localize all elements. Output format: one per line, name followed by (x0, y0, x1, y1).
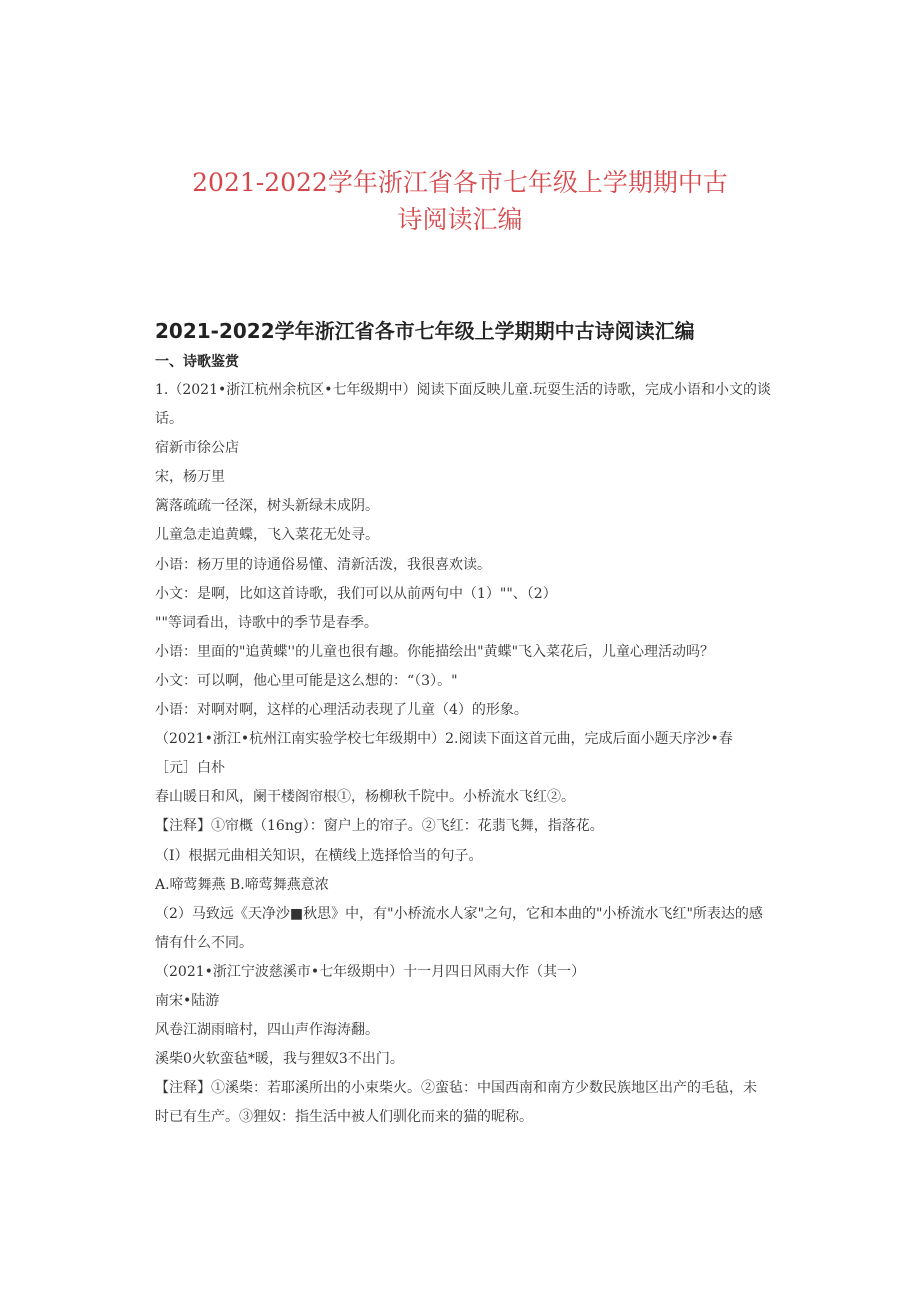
section-heading: 一、诗歌鉴赏 (155, 354, 239, 370)
text-line: 1.（2021•浙江杭州余杭区•七年级期中）阅读下面反映儿童.玩耍生活的诗歌，完成小语和小文的谈 (155, 382, 771, 398)
text-line: 话。 (155, 411, 183, 428)
poem-author: 南宋•陆游 (155, 992, 220, 1009)
title-line-2: 诗阅读汇编 (397, 205, 523, 234)
dialogue-line: 小文：是啊，比如这首诗歌，我们可以从前两句中（1）""、（2） (155, 585, 557, 602)
poem-line: 篱落疏疏一径深，树头新绿未成阴。 (155, 498, 379, 515)
poem-author: 宋，杨万里 (155, 469, 225, 486)
document-body (155, 314, 835, 1132)
poem-title: 宿新市徐公店 (155, 440, 239, 457)
document-title (0, 164, 920, 238)
dialogue-line: 小语：里面的"追黄蝶''的儿童也很有趣。你能描绘出"黄蝶"飞入菜花后，儿童心理活动吗？ (155, 643, 715, 660)
poem-line: 风卷江湖雨暗村，四山声作海涛翻。 (155, 1022, 379, 1039)
question-line: 情有什么不同。 (155, 934, 253, 951)
dialogue-line: 小语：对啊对啊，这样的心理活动表现了儿童（4）的形象。 (155, 702, 528, 719)
annotation-line: 时已有生产。③狸奴：指生活中被人们驯化而来的猫的昵称。 (155, 1109, 533, 1126)
dialogue-line: 小文：可以啊，他心里可能是这么想的：“（3）。" (155, 672, 458, 689)
annotation-line: 【注释】①溪柴：若耶溪所出的小束柴火。②蛮毡：中国西南和南方少数民族地区出产的毛毡，未 (155, 1080, 757, 1097)
poem-line: 溪柴0火软蛮毡*暖，我与狸奴3不出门。 (155, 1051, 404, 1068)
title-line-1: 2021-2022学年浙江省各市七年级上学期期中古 (192, 168, 728, 197)
dialogue-line: ""等词看出，诗歌中的季节是春季。 (155, 614, 378, 631)
question-line: （I）根据元曲相关知识，在横线上选择恰当的句子。 (155, 847, 483, 864)
poem-line: 儿童急走追黄蝶，飞入菜花无处寻。 (155, 527, 379, 544)
question-line: （2）马致远《天净沙■秋思》中，有"小桥流水人家"之句，它和本曲的"小桥流水飞红"所表达的感 (155, 905, 763, 922)
question-line: （2021•浙江•杭州江南实验学校七年级期中）2.阅读下面这首元曲，完成后面小题天序沙•春 (155, 731, 733, 748)
question-line: （2021•浙江宁波慈溪市•七年级期中）十一月四日风雨大作（其一） (155, 963, 586, 980)
poem-line: 春山暖日和风，阑干楼阁帘根①，杨柳秋千院中。小桥流水飞红②。 (155, 789, 575, 806)
options-line: A.啼莺舞燕 B.啼莺舞燕意浓 (155, 876, 329, 893)
dialogue-line: 小语：杨万里的诗通俗易懂、清新活泼，我很喜欢读。 (155, 556, 491, 573)
document-heading: 2021-2022学年浙江省各市七年级上学期期中古诗阅读汇编 (155, 319, 695, 343)
annotation-line: 【注释】①帘概（16ng）：窗户上的帘子。②飞红：花翡飞舞，指落花。 (155, 818, 604, 835)
poem-author: ［元］白朴 (155, 760, 225, 777)
